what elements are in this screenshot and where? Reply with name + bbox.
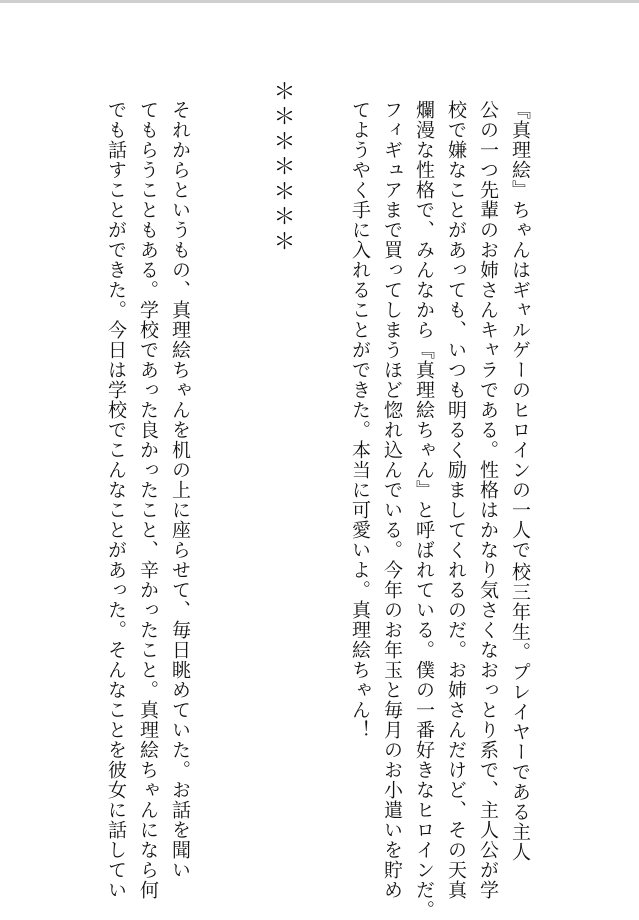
text-segment: 校三年生。プレイヤーである主人 — [509, 562, 531, 862]
text-line: 校で嫌なことがあっても、いつも明るく励ましてくれるのだ。お姉さんだけど、その天真 — [445, 100, 467, 900]
text-line: それからというもの、真理絵ちゃんを机の上に座らせて、毎日眺めていた。お話を聞い — [169, 100, 191, 880]
text-line: てもらうこともある。学校であった良かったこと、辛かったこと。真理絵ちゃんになら何 — [137, 100, 159, 900]
text-line — [504, 100, 536, 862]
text-line: でも話すことができた。今日は学校でこんなことがあった。そんなことを彼女に話してい — [105, 100, 127, 900]
text-line: 公の一つ先輩のお姉さんキャラである。性格はかなり気さくなおっとり系で、主人公が学 — [477, 100, 499, 900]
text-line: フィギュアまで買ってしまうほど惚れ込んでいる。今年のお年玉と毎月のお小遣いを貯め — [381, 100, 403, 900]
text-line: 爛漫な性格で、みんなから『真理絵ちゃん』と呼ばれている。僕の一番好きなヒロインだ。 — [413, 100, 435, 920]
scene-separator: ＊＊＊＊＊＊＊ — [270, 80, 295, 255]
text-line: てようやく手に入れることができた。本当に可愛いよ。真理絵ちゃん！ — [349, 100, 371, 740]
text-segment: 『真理絵』ちゃんはギャルゲーのヒロインの一人で — [509, 100, 531, 560]
